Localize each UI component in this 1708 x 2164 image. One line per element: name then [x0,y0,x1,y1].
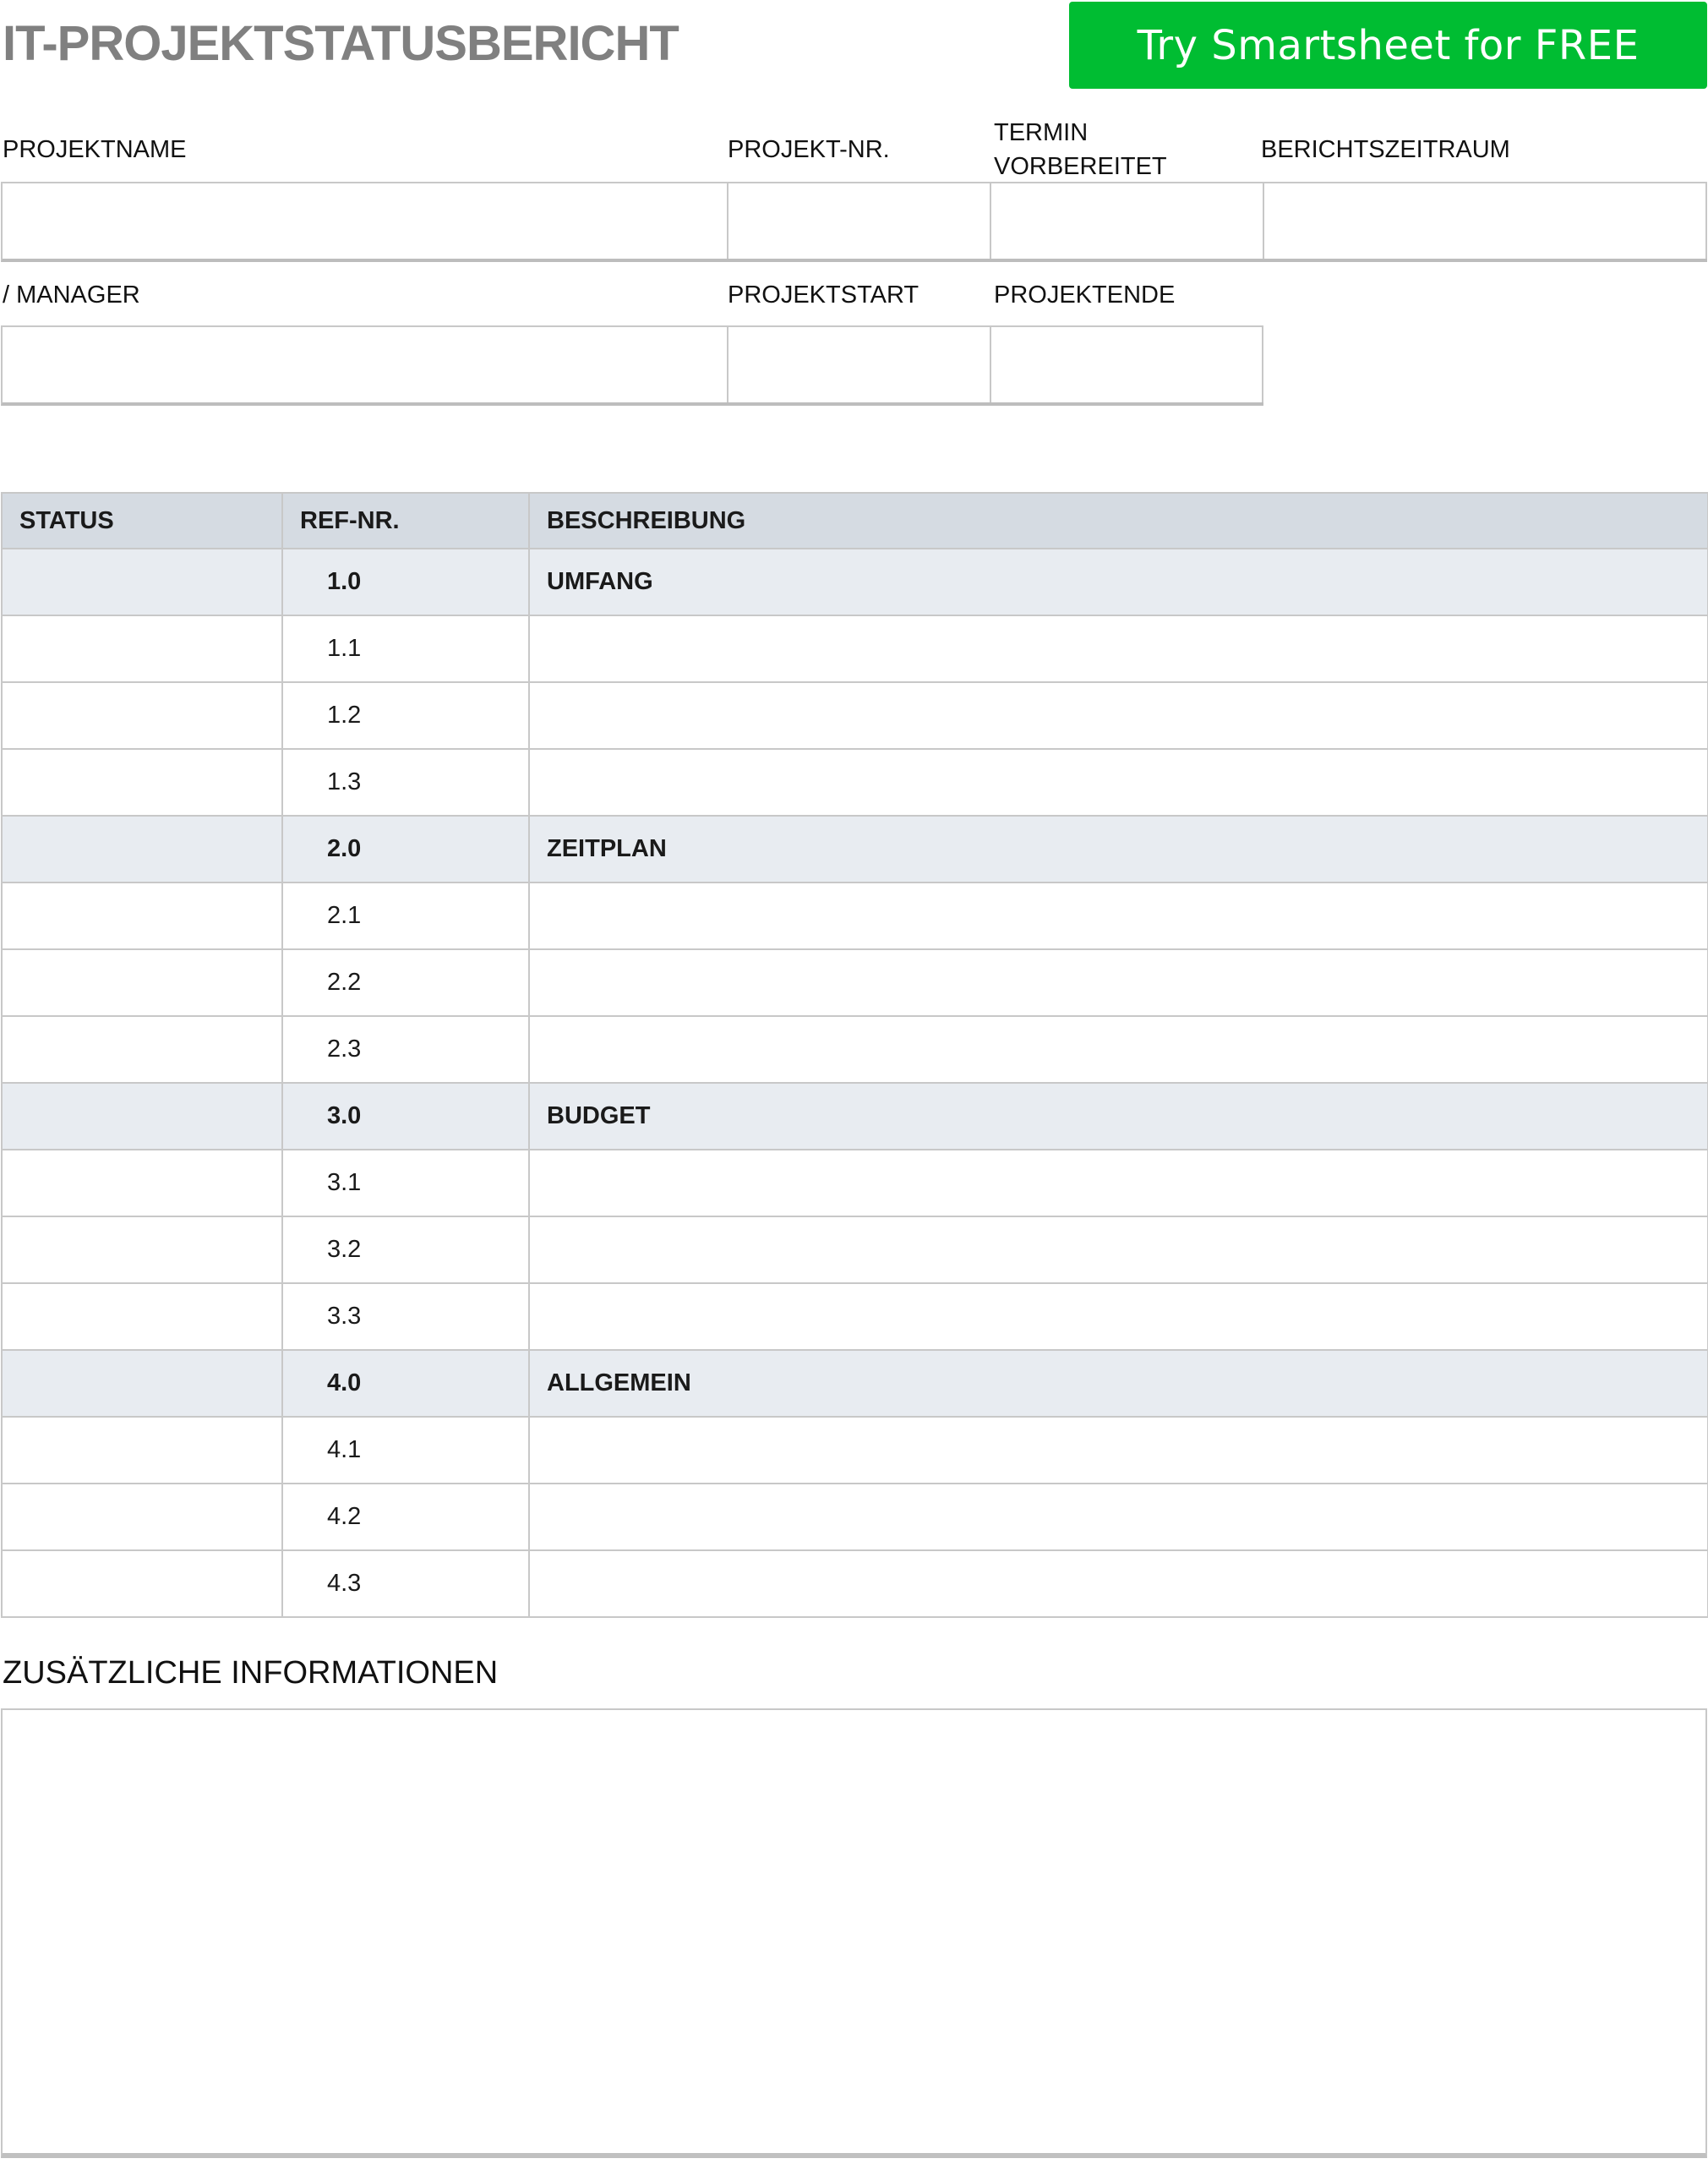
description-cell[interactable] [529,1417,1708,1484]
status-column-header: STATUS [2,493,282,549]
manager-field[interactable] [3,327,728,402]
table-row [2,749,1708,816]
description-cell[interactable] [529,1484,1708,1550]
ref-cell: 1.2 [282,682,529,749]
project-start-field[interactable] [728,327,991,402]
status-cell[interactable] [2,549,282,615]
status-cell[interactable] [2,682,282,749]
ref-cell: 1.0 [282,549,529,615]
table-row [2,1417,1708,1484]
project-end-label: PROJEKTENDE [994,281,1176,309]
ref-cell: 4.0 [282,1350,529,1417]
table-row [2,1216,1708,1283]
status-table-body [2,549,1708,1617]
table-row [2,682,1708,749]
ref-cell: 2.0 [282,816,529,883]
ref-cell: 3.2 [282,1216,529,1283]
status-cell[interactable] [2,615,282,682]
description-cell[interactable]: UMFANG [529,549,1708,615]
status-cell[interactable] [2,1550,282,1617]
date-prepared-label: TERMIN VORBEREITET [994,119,1167,180]
status-table [1,492,1708,1618]
description-cell[interactable]: ALLGEMEIN [529,1350,1708,1417]
project-no-label: PROJEKT-NR. [728,136,890,163]
description-cell[interactable] [529,1550,1708,1617]
ref-column-header: REF-NR. [282,493,529,549]
description-cell[interactable] [529,749,1708,816]
section-row [2,549,1708,615]
description-cell[interactable] [529,615,1708,682]
table-row [2,615,1708,682]
status-cell[interactable] [2,1350,282,1417]
status-cell[interactable] [2,1216,282,1283]
ref-cell: 3.3 [282,1283,529,1350]
status-cell[interactable] [2,1016,282,1083]
ref-cell: 3.1 [282,1150,529,1216]
project-info-row-2 [1,325,1263,406]
report-period-label: BERICHTSZEITRAUM [1261,136,1510,163]
report-period-field[interactable] [1264,183,1707,259]
project-end-field[interactable] [991,327,1263,402]
ref-cell: 4.1 [282,1417,529,1484]
description-column-header: BESCHREIBUNG [529,493,1708,549]
description-cell[interactable] [529,949,1708,1016]
section-row [2,1350,1708,1417]
description-cell[interactable]: ZEITPLAN [529,816,1708,883]
table-row [2,883,1708,949]
manager-label: / MANAGER [3,281,140,309]
status-cell[interactable] [2,1083,282,1150]
table-row [2,1484,1708,1550]
description-cell[interactable] [529,682,1708,749]
table-header-row [2,493,1708,549]
description-cell[interactable]: BUDGET [529,1083,1708,1150]
page-title: IT-PROJEKTSTATUSBERICHT [3,16,679,71]
project-name-label: PROJEKTNAME [3,136,187,163]
additional-info-field[interactable] [1,1708,1707,2158]
table-row [2,1150,1708,1216]
description-cell[interactable] [529,1283,1708,1350]
project-start-label: PROJEKTSTART [728,281,919,309]
table-row [2,1550,1708,1617]
ref-cell: 4.3 [282,1550,529,1617]
project-name-field[interactable] [3,183,728,259]
status-cell[interactable] [2,883,282,949]
section-row [2,1083,1708,1150]
table-row [2,1283,1708,1350]
additional-info-title: ZUSÄTZLICHE INFORMATIONEN [3,1655,499,1691]
ref-cell: 3.0 [282,1083,529,1150]
project-no-field[interactable] [728,183,991,259]
description-cell[interactable] [529,1216,1708,1283]
table-row [2,1016,1708,1083]
ref-cell: 1.3 [282,749,529,816]
status-cell[interactable] [2,749,282,816]
try-smartsheet-button[interactable]: Try Smartsheet for FREE [1069,2,1707,89]
table-row [2,949,1708,1016]
section-row [2,816,1708,883]
status-cell[interactable] [2,949,282,1016]
status-cell[interactable] [2,1150,282,1216]
status-cell[interactable] [2,816,282,883]
project-info-row-1 [1,182,1707,262]
ref-cell: 2.3 [282,1016,529,1083]
description-cell[interactable] [529,1150,1708,1216]
ref-cell: 1.1 [282,615,529,682]
date-prepared-field[interactable] [991,183,1264,259]
description-cell[interactable] [529,1016,1708,1083]
status-cell[interactable] [2,1283,282,1350]
ref-cell: 2.2 [282,949,529,1016]
description-cell[interactable] [529,883,1708,949]
ref-cell: 2.1 [282,883,529,949]
status-cell[interactable] [2,1484,282,1550]
status-cell[interactable] [2,1417,282,1484]
ref-cell: 4.2 [282,1484,529,1550]
